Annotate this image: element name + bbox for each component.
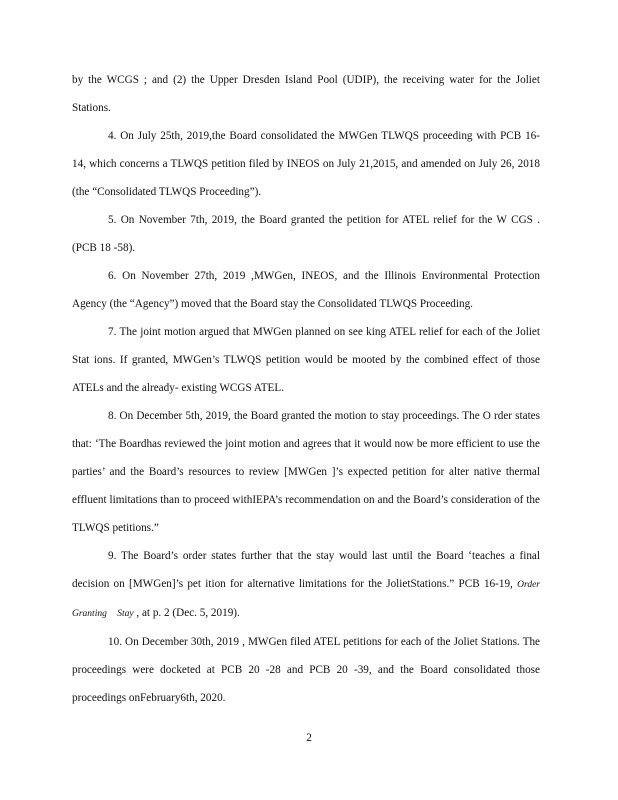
paragraph-10: 10. On December 30th, 2019 , MWGen filed ATEL petitions for each of the Joliet Stations. The proceedings were docketed at PCB 20 -28 and PCB 20 -39, and the Board consolidated those proceedings onFebruary6th, 2020. <box>72 636 540 704</box>
page-number: 2 <box>306 732 312 744</box>
paragraph-continuation: by the WCGS ; and (2) the Upper Dresden Island Pool (UDIP), the receiving water for the Joliet Stations. <box>72 74 540 114</box>
paragraph-9 <box>72 542 540 628</box>
paragraph-6: 6. On November 27th, 2019 ,MWGen, INEOS, and the Illinois Environmental Protection Agency (the “Agency”) moved that the Board stay the Consolidated TLWQS Proceeding. <box>72 270 540 310</box>
paragraph-8: 8. On December 5th, 2019, the Board granted the motion to stay proceedings. The O rder states that: ‘The Boardhas reviewed the joint motion and agrees that it would now be more efficient to use the parties’ and the Board’s resources to review [MWGen ]’s expected petition for alter native thermal effluent limitations than to proceed withIEPA’s recommendation on and the Board’s consideration of the TLWQS petitions.” <box>72 410 540 534</box>
case-citation-italic: Order Granting Stay <box>72 580 541 619</box>
paragraph-9-citation-tail: , at p. 2 (Dec. 5, 2019). <box>136 607 240 619</box>
paragraph-4: 4. On July 25th, 2019,the Board consolidated the MWGen TLWQS proceeding with PCB 16- 14, which concerns a TLWQS petition filed by INEOS on July 21,2015, and amended on July 26, 2018 (the “Consolidated TLWQS Proceeding”). <box>72 130 540 198</box>
document-body <box>72 66 540 712</box>
paragraph-5: 5. On November 7th, 2019, the Board granted the petition for ATEL relief for the W CGS . (PCB 18 -58). <box>72 214 540 254</box>
paragraph-9-text: 9. The Board’s order states further that the stay would last until the Board ‘teaches a final decision on [MWGen]’s pet ition for alternative limitations for the JolietStations.” PCB 16-19, <box>72 550 540 590</box>
paragraph-7: 7. The joint motion argued that MWGen planned on see king ATEL relief for each of the Joliet Stat ions. If granted, MWGen’s TLWQS petition would be mooted by the combined effect of those ATELs and the already- existing WCGS ATEL. <box>72 326 540 394</box>
